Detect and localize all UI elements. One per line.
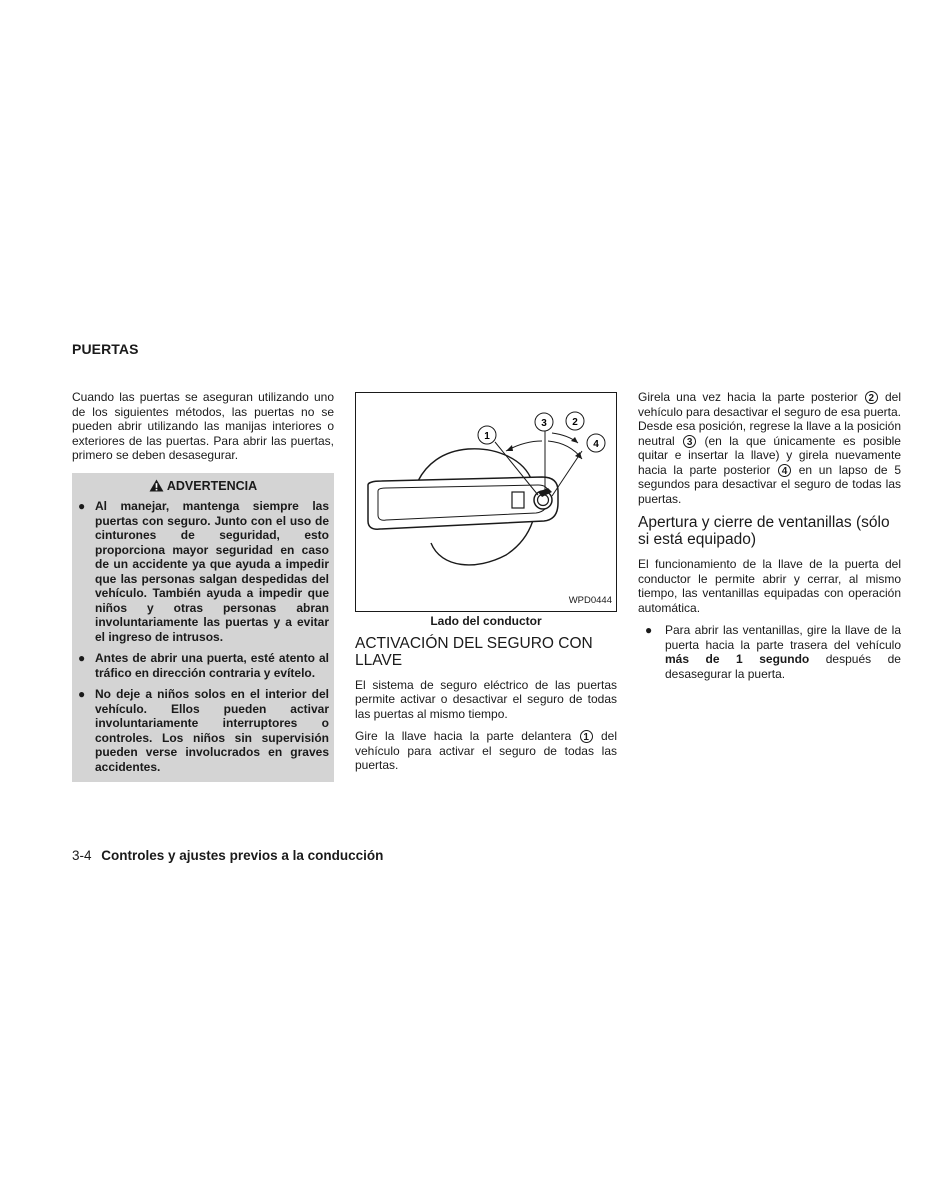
callout-ref: 2	[865, 391, 878, 404]
column-middle	[355, 390, 617, 781]
warning-item-text: No deje a niños solos en el interior del vehículo. Ellos pueden activar involuntariamente interruptores o controles. Los niños sin supervisión pueden verse involucrados en graves accidentes.	[95, 687, 329, 774]
key-lock-heading: ACTIVACIÓN DEL SEGURO CON LLAVE	[355, 634, 593, 669]
warning-item-text: Al manejar, mantenga siempre las puertas con seguro. Junto con el uso de cinturones de seguridad, esto proporciona mayor seguridad en caso de un accidente ya que ayuda a impedir que las personas salgan despedidas del vehículo. También ayuda a impedir que niños y otras personas abran involuntariamente las puertas y a evitar el ingreso de intrusos.	[95, 499, 329, 644]
windows-bullet-item	[638, 623, 901, 681]
warning-header	[77, 477, 329, 500]
text-run: del vehículo para activar el seguro de todas las puertas.	[355, 729, 617, 772]
text-run: (en la que únicamente es posible quitar e insertar la llave) y girela nuevamente hacia la parte posterior	[638, 433, 901, 477]
warning-box	[72, 473, 334, 783]
text-run: del vehículo para desactivar el seguro de esa puerta. Desde esa posición, regrese la llave a la posición neutral	[638, 390, 901, 448]
key-lock-paragraph-2	[355, 729, 617, 773]
callout-ref: 4	[778, 464, 791, 477]
callout-3: 3	[541, 418, 547, 429]
column-left	[72, 390, 334, 782]
bullet-icon: ●	[645, 623, 653, 637]
section-title: PUERTAS	[72, 341, 139, 357]
intro-paragraph: Cuando las puertas se aseguran utilizando uno de los siguientes métodos, las puertas no se pueden abrir utilizando las manijas interiores o exteriores de las puertas. Para abrir las puertas, primero se deben desasegurar.	[72, 390, 334, 462]
door-handle-illustration	[356, 393, 618, 611]
bullet-icon: ●	[78, 687, 86, 701]
callout-1: 1	[484, 431, 490, 442]
callout-4: 4	[593, 439, 599, 450]
bullet-icon: ●	[78, 499, 86, 513]
windows-bullet-text	[665, 623, 901, 681]
column-right	[638, 390, 901, 681]
text-run: después de desasegurar la puerta.	[665, 652, 901, 681]
figure-code: WPD0444	[568, 594, 612, 606]
door-handle-figure	[355, 392, 617, 612]
callout-2: 2	[572, 417, 578, 428]
windows-paragraph: El funcionamiento de la llave de la puerta del conductor le permite abrir y cerrar, al mismo tiempo, las ventanillas equipadas con operación automática.	[638, 557, 901, 615]
warning-item	[77, 687, 329, 774]
text-run: Gire la llave hacia la parte delantera	[355, 729, 572, 743]
bullet-icon: ●	[78, 651, 86, 665]
callout-ref: 1	[580, 730, 593, 743]
page-number: 3-4	[72, 848, 92, 863]
page-footer	[72, 848, 383, 863]
figure-caption: Lado del conductor	[430, 614, 542, 628]
warning-item	[77, 499, 329, 644]
text-run: en un lapso de 5 segundos para desactivar el seguro de todas las puertas.	[638, 462, 901, 506]
warning-title: ADVERTENCIA	[166, 478, 258, 493]
text-run: Girela una vez hacia la parte posterior	[638, 390, 858, 404]
chapter-title: Controles y ajustes previos a la conducción	[101, 848, 384, 863]
warning-item	[77, 651, 329, 680]
warning-triangle-icon	[149, 479, 164, 492]
key-lock-paragraph-1: El sistema de seguro eléctrico de las puertas permite activar o desactivar el seguro de todas las puertas al mismo tiempo.	[355, 677, 617, 721]
unlock-paragraph	[638, 390, 901, 506]
warning-item-text: Antes de abrir una puerta, esté atento al tráfico en dirección contraria y evítelo.	[95, 651, 329, 680]
windows-heading: Apertura y cierre de ventanillas (sólo si está equipado)	[638, 514, 890, 548]
callout-ref: 3	[683, 435, 696, 448]
text-run-bold: más de 1 segundo	[665, 652, 810, 666]
text-run: Para abrir las ventanillas, gire la llave de la puerta hacia la parte trasera del vehículo	[665, 623, 901, 652]
